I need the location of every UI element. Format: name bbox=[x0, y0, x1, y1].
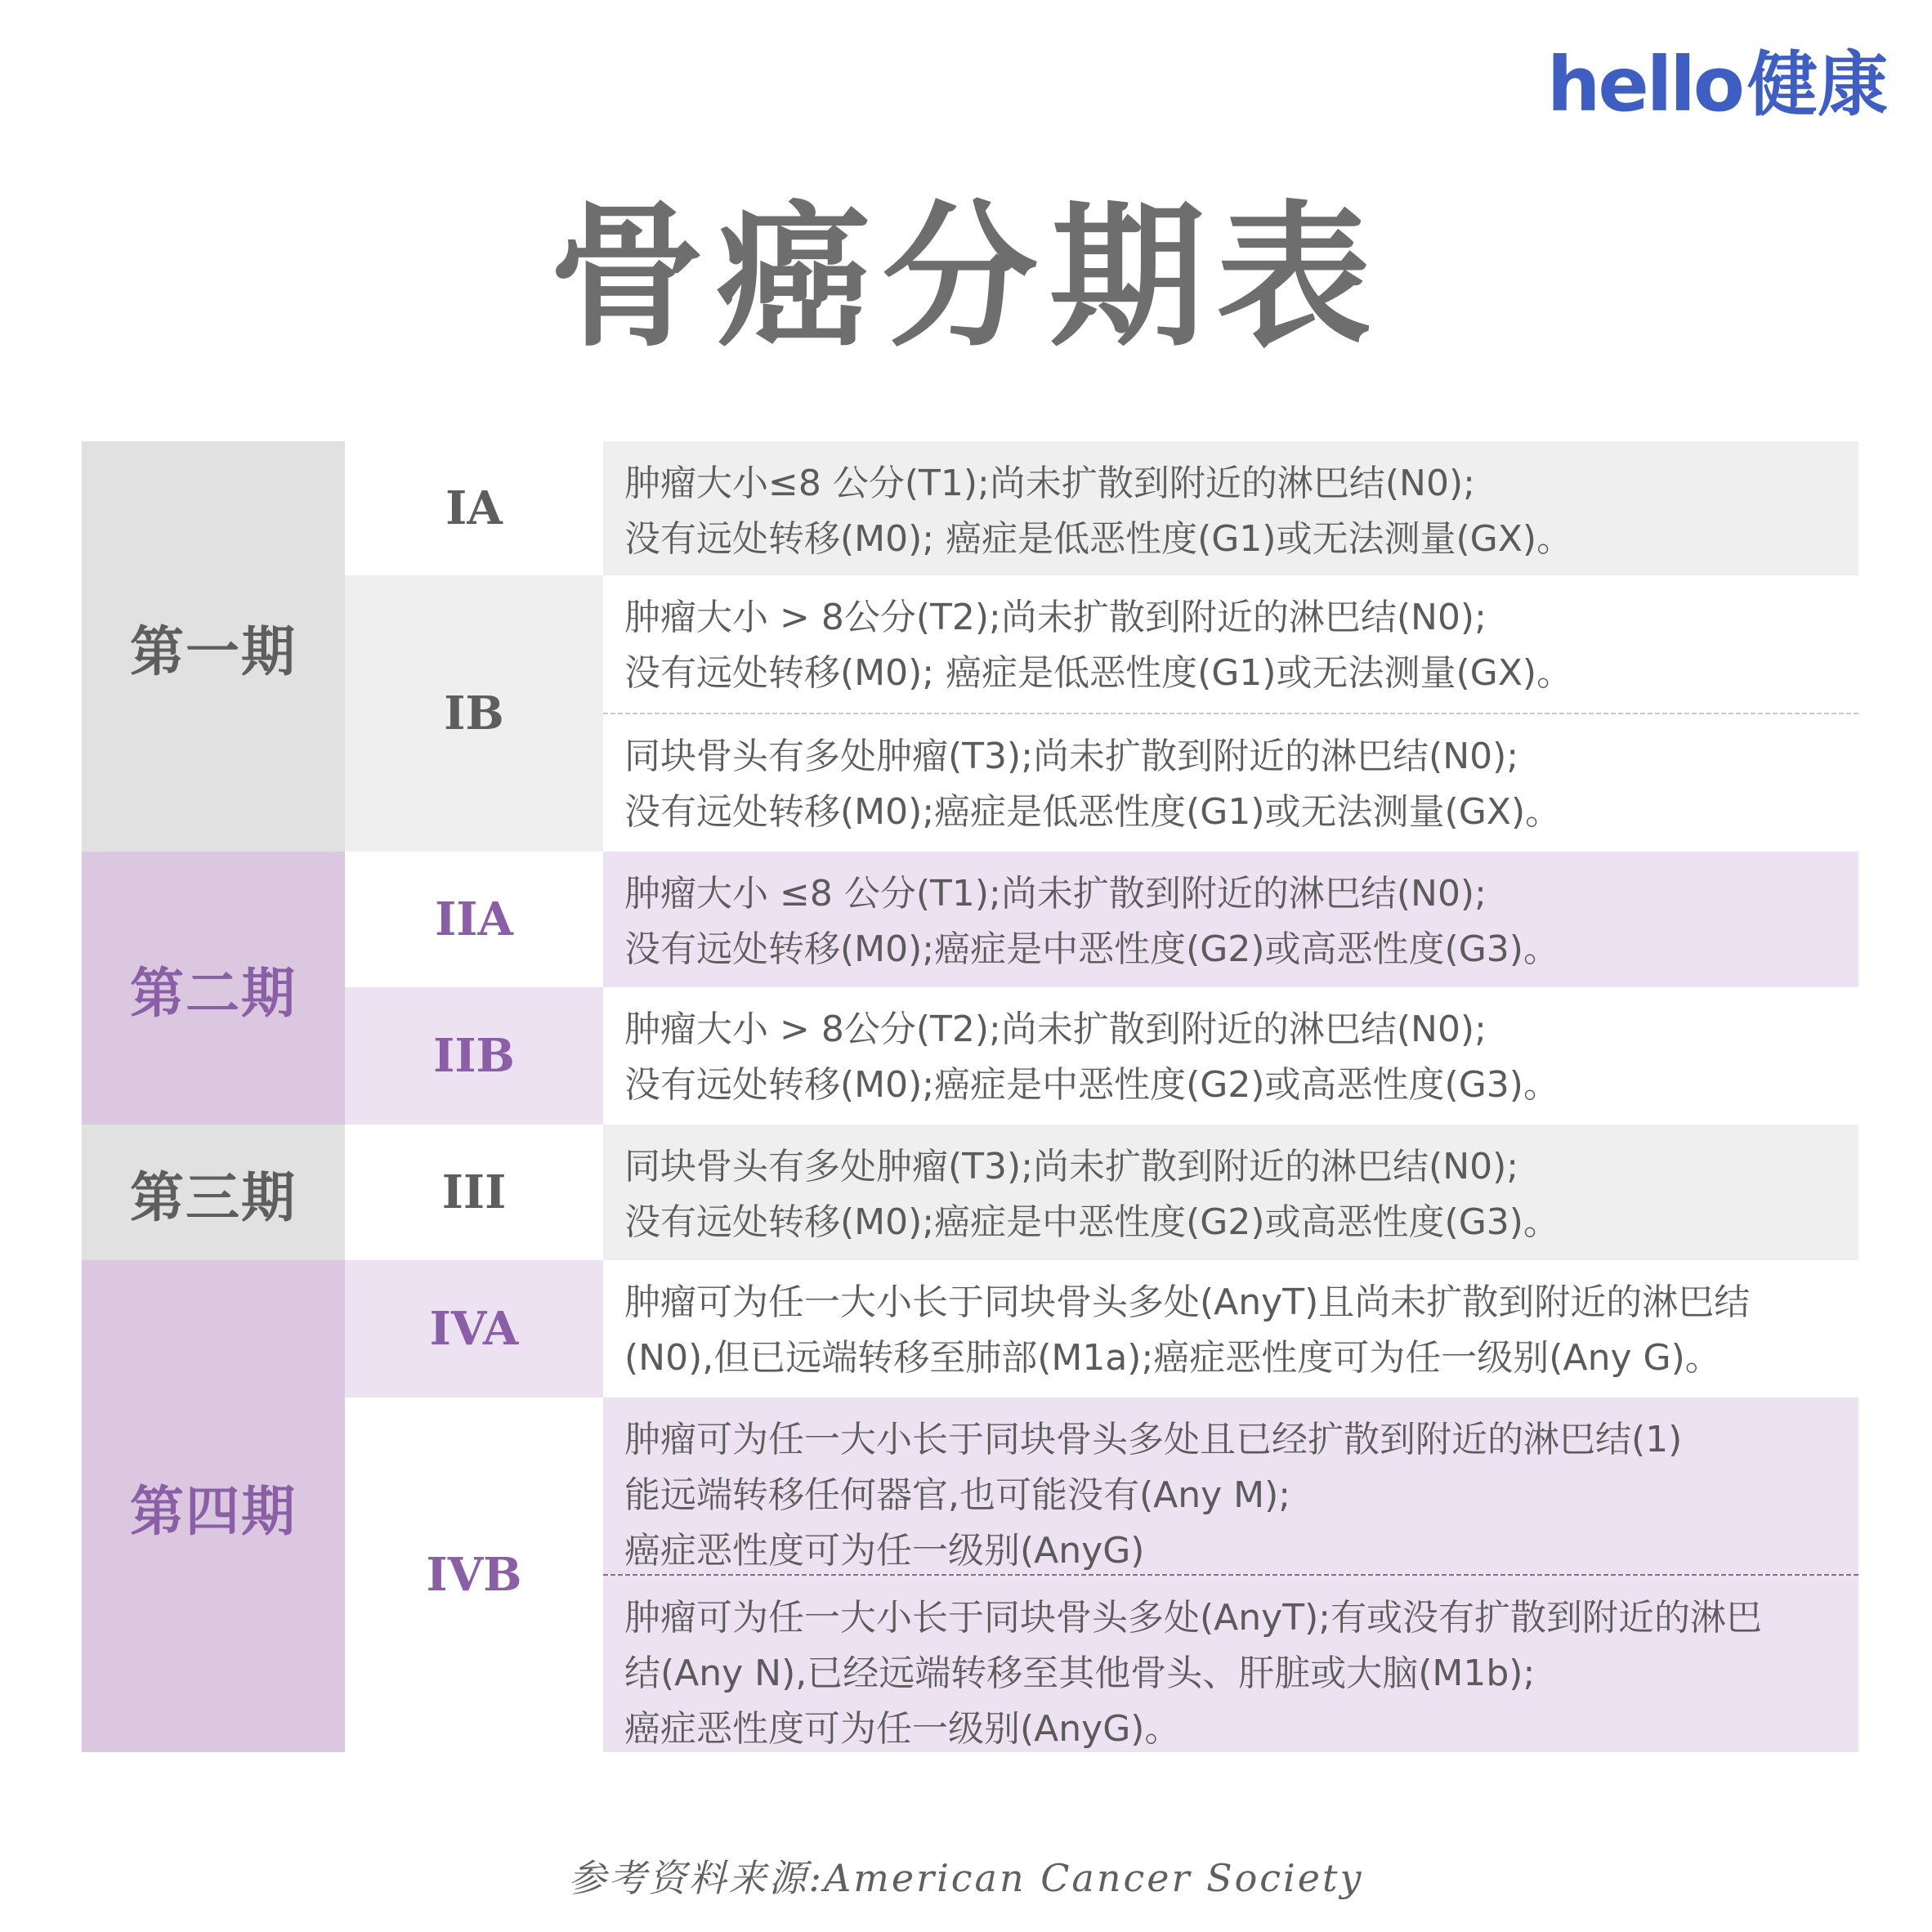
desc-line: 没有远处转移(M0);癌症是低恶性度(G1)或无法测量(GX)。 bbox=[624, 791, 1562, 833]
desc-line: 肿瘤大小 > 8公分(T2);尚未扩散到附近的淋巴结(N0); bbox=[624, 1008, 1487, 1050]
desc-line: 肿瘤大小≤8 公分(T1);尚未扩散到附近的淋巴结(N0); bbox=[624, 463, 1475, 504]
stage-IA: IA bbox=[345, 441, 603, 575]
desc-line: 肿瘤可为任一大小长于同块骨头多处且已经扩散到附近的淋巴结(1) bbox=[624, 1419, 1683, 1460]
period-1: 第一期 bbox=[82, 441, 345, 852]
desc-line: 能远端转移任何器官,也可能没有(Any M); bbox=[624, 1474, 1291, 1516]
period-2: 第二期 bbox=[82, 852, 345, 1125]
desc-IVA bbox=[603, 1260, 1858, 1398]
desc-III bbox=[603, 1125, 1858, 1260]
desc-line: 同块骨头有多处肿瘤(T3);尚未扩散到附近的淋巴结(N0); bbox=[624, 1146, 1519, 1187]
desc-line: 没有远处转移(M0);癌症是中恶性度(G2)或高恶性度(G3)。 bbox=[624, 1064, 1559, 1106]
desc-line: 肿瘤大小 ≤8 公分(T1);尚未扩散到附近的淋巴结(N0); bbox=[624, 873, 1487, 915]
desc-line: 肿瘤可为任一大小长于同块骨头多处(AnyT)且尚未扩散到附近的淋巴结 bbox=[624, 1281, 1751, 1323]
desc-line: 没有远处转移(M0);癌症是中恶性度(G2)或高恶性度(G3)。 bbox=[624, 928, 1559, 970]
desc-line: 结(Any N),已经远端转移至其他骨头、肝脏或大脑(M1b); bbox=[624, 1652, 1536, 1694]
page-title: 骨癌分期表 bbox=[548, 187, 1383, 368]
desc-IB-2 bbox=[603, 714, 1858, 852]
desc-line: 癌症恶性度可为任一级别(AnyG)。 bbox=[624, 1708, 1181, 1750]
desc-line: 肿瘤可为任一大小长于同块骨头多处(AnyT);有或没有扩散到附近的淋巴 bbox=[624, 1597, 1763, 1639]
source-citation: 参考资料来源:American Cancer Society bbox=[568, 1856, 1364, 1900]
logo-latin: hello bbox=[1546, 41, 1742, 128]
desc-IVB-2 bbox=[603, 1576, 1858, 1752]
desc-IB-1 bbox=[603, 575, 1858, 713]
desc-IVB-1 bbox=[603, 1398, 1858, 1574]
stage-IB: IB bbox=[345, 575, 603, 852]
stage-IIB: IIB bbox=[345, 987, 603, 1125]
desc-line: 同块骨头有多处肿瘤(T3);尚未扩散到附近的淋巴结(N0); bbox=[624, 736, 1519, 777]
period-3: 第三期 bbox=[82, 1125, 345, 1260]
stage-III: III bbox=[345, 1125, 603, 1260]
desc-line: 癌症恶性度可为任一级别(AnyG) bbox=[624, 1530, 1145, 1572]
desc-line: 没有远处转移(M0); 癌症是低恶性度(G1)或无法测量(GX)。 bbox=[624, 652, 1573, 694]
desc-line: 肿瘤大小 > 8公分(T2);尚未扩散到附近的淋巴结(N0); bbox=[624, 597, 1487, 638]
stage-IIA: IIA bbox=[345, 852, 603, 987]
desc-IIA bbox=[603, 852, 1858, 987]
desc-line: (N0),但已远端转移至肺部(M1a);癌症恶性度可为任一级别(Any G)。 bbox=[624, 1337, 1721, 1379]
stage-IVA: IVA bbox=[345, 1260, 603, 1398]
hello-health-logo bbox=[1546, 41, 1888, 128]
stage-IVB: IVB bbox=[345, 1398, 603, 1752]
desc-line: 没有远处转移(M0);癌症是中恶性度(G2)或高恶性度(G3)。 bbox=[624, 1201, 1559, 1243]
period-4: 第四期 bbox=[82, 1260, 345, 1752]
desc-IIB bbox=[603, 987, 1858, 1125]
logo-chinese: 健康 bbox=[1747, 44, 1888, 126]
desc-line: 没有远处转移(M0); 癌症是低恶性度(G1)或无法测量(GX)。 bbox=[624, 518, 1573, 560]
desc-IA bbox=[603, 441, 1858, 575]
